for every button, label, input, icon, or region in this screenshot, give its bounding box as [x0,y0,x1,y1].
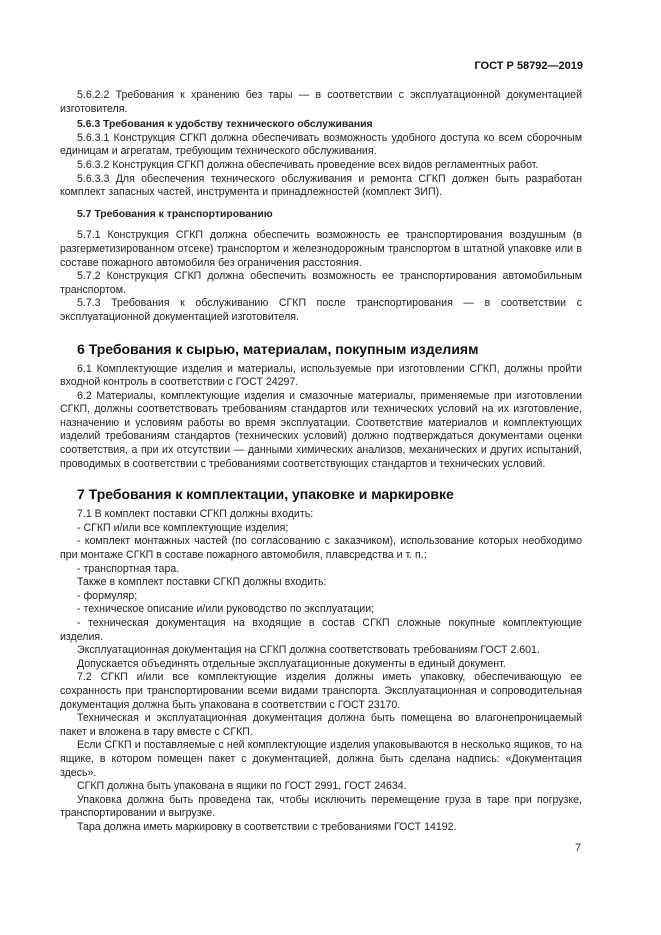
section-heading-7: 7 Требования к комплектации, упаковке и маркировке [77,486,454,503]
page-body [60,89,582,835]
paragraph-7-1-also: Также в комплект поставки СГКП должны входить: [77,576,327,589]
paragraph-5-6-2-2: 5.6.2.2 Требования к хранению без тары — в соответствии с эксплуатационной документацией изготовителя. [60,89,582,115]
paragraph-7-1: 7.1 В комплект поставки СГКП должны входить: [77,508,314,521]
subsection-heading-5-7: 5.7 Требования к транспортированию [77,208,273,220]
paragraph-5-7-2: 5.7.2 Конструкция СГКП должна обеспечить возможность ее транспортирования автомобильным транспортом. [60,270,582,296]
paragraph-combine-docs: Допускается объединять отдельные эксплуатационные документы в единый документ. [77,657,506,670]
list-item: - СГКП и/или все комплектующие изделия; [77,521,289,534]
paragraph-5-6-3-2: 5.6.3.2 Конструкция СГКП должна обеспечивать проведение всех видов регламентных работ. [77,158,539,171]
list-item: - комплект монтажных частей (по согласованию с заказчиком), использование которых необходимо при монтаже СГКП в составе пожарного автомобиля, плавсредства и т. п.; [60,535,582,562]
subsection-heading-5-6-3: 5.6.3 Требования к удобству технического обслуживания [77,119,373,131]
paragraph-boxes-standard: СГКП должна быть упакована в ящики по ГОСТ 2991, ГОСТ 24634. [77,780,407,793]
paragraph-operational-docs: Эксплуатационная документация на СГКП должна соответствовать требованиям ГОСТ 2.601. [77,644,540,657]
list-item: - транспортная тара. [77,562,180,575]
paragraph-5-6-3-3: 5.6.3.3 Для обеспечения технического обслуживания и ремонта СГКП должен быть разработан комплект запасных частей, инструмента и принадлежностей (комплект ЗИП). [60,172,582,199]
list-item: - техническое описание и/или руководство по эксплуатации; [77,603,375,616]
paragraph-docs-packet: Техническая и эксплуатационная документация должна быть помещена во влагонепроницаемый пакет и вложена в тару вместе с СГКП. [60,712,582,738]
paragraph-6-1: 6.1 Комплектующие изделия и материалы, используемые при изготовлении СГКП, должны пройти входной контроль в соответствии с ГОСТ 24297. [60,362,582,389]
list-item: - техническая документация на входящие в состав СГКП сложные покупные комплектующие изделия. [60,617,582,643]
section-heading-6: 6 Требования к сырью, материалам, покупным изделиям [77,340,479,357]
paragraph-packing: Упаковка должна быть проведена так, чтобы исключить перемещение груза в таре при погрузке, транспортировании и выгрузке. [60,793,582,820]
paragraph-multiple-boxes: Если СГКП и поставляемые с ней комплектующие изделия упаковываются в несколько ящиков, то на ящике, в котором помещен пакет с документацией, должна быть сделана надпись: «Документация здесь». [60,739,582,779]
paragraph-5-7-3: 5.7.3 Требования к обслуживанию СГКП после транспортирования — в соответствии с эксплуатационной документацией изготовителя. [60,297,582,323]
paragraph-5-7-1: 5.7.1 Конструкция СГКП должна обеспечить возможность ее транспортирования воздушным (в разгерметизированном отсеке) транспортом и железнодорожным транспортом в штатной упаковке или в составе пожарного автомобиля без ограничения расстояния. [60,229,582,269]
standard-designation: ГОСТ Р 58792—2019 [474,60,583,72]
list-item: - формуляр; [77,589,138,602]
paragraph-5-6-3-1: 5.6.3.1 Конструкция СГКП должна обеспечивать возможность удобного доступа ко всем сборочным единицам и агрегатам, требующим технического обслуживания. [60,131,582,158]
paragraph-marking: Тара должна иметь маркировку в соответствии с требованиями ГОСТ 14192. [77,820,457,833]
paragraph-7-2: 7.2 СГКП и/или все комплектующие изделия должны иметь упаковку, обеспечивающую ее сохранность при транспортировании всеми видами транспорта. Эксплуатационная и сопроводительная документация должна быть упакована в соответствии с ГОСТ 23170. [60,671,582,711]
page-number: 7 [575,842,581,854]
paragraph-6-2: 6.2 Материалы, комплектующие изделия и смазочные материалы, применяемые при изготовлении СГКП, должны соответствовать требованиям стандартов или технических условий на их изготовление, назначению и условиям работы во время эксплуатации. Соответствие материалов и комплектующих изделий требованиям стандартов (технических условий) должно подтверждаться документами оценки соответствия, а при их отсутствии — данными химических анализов, механических и других испытаний, проводимых в соответствии с требованиями соответствующих стандартов и технических условий. [60,389,582,470]
